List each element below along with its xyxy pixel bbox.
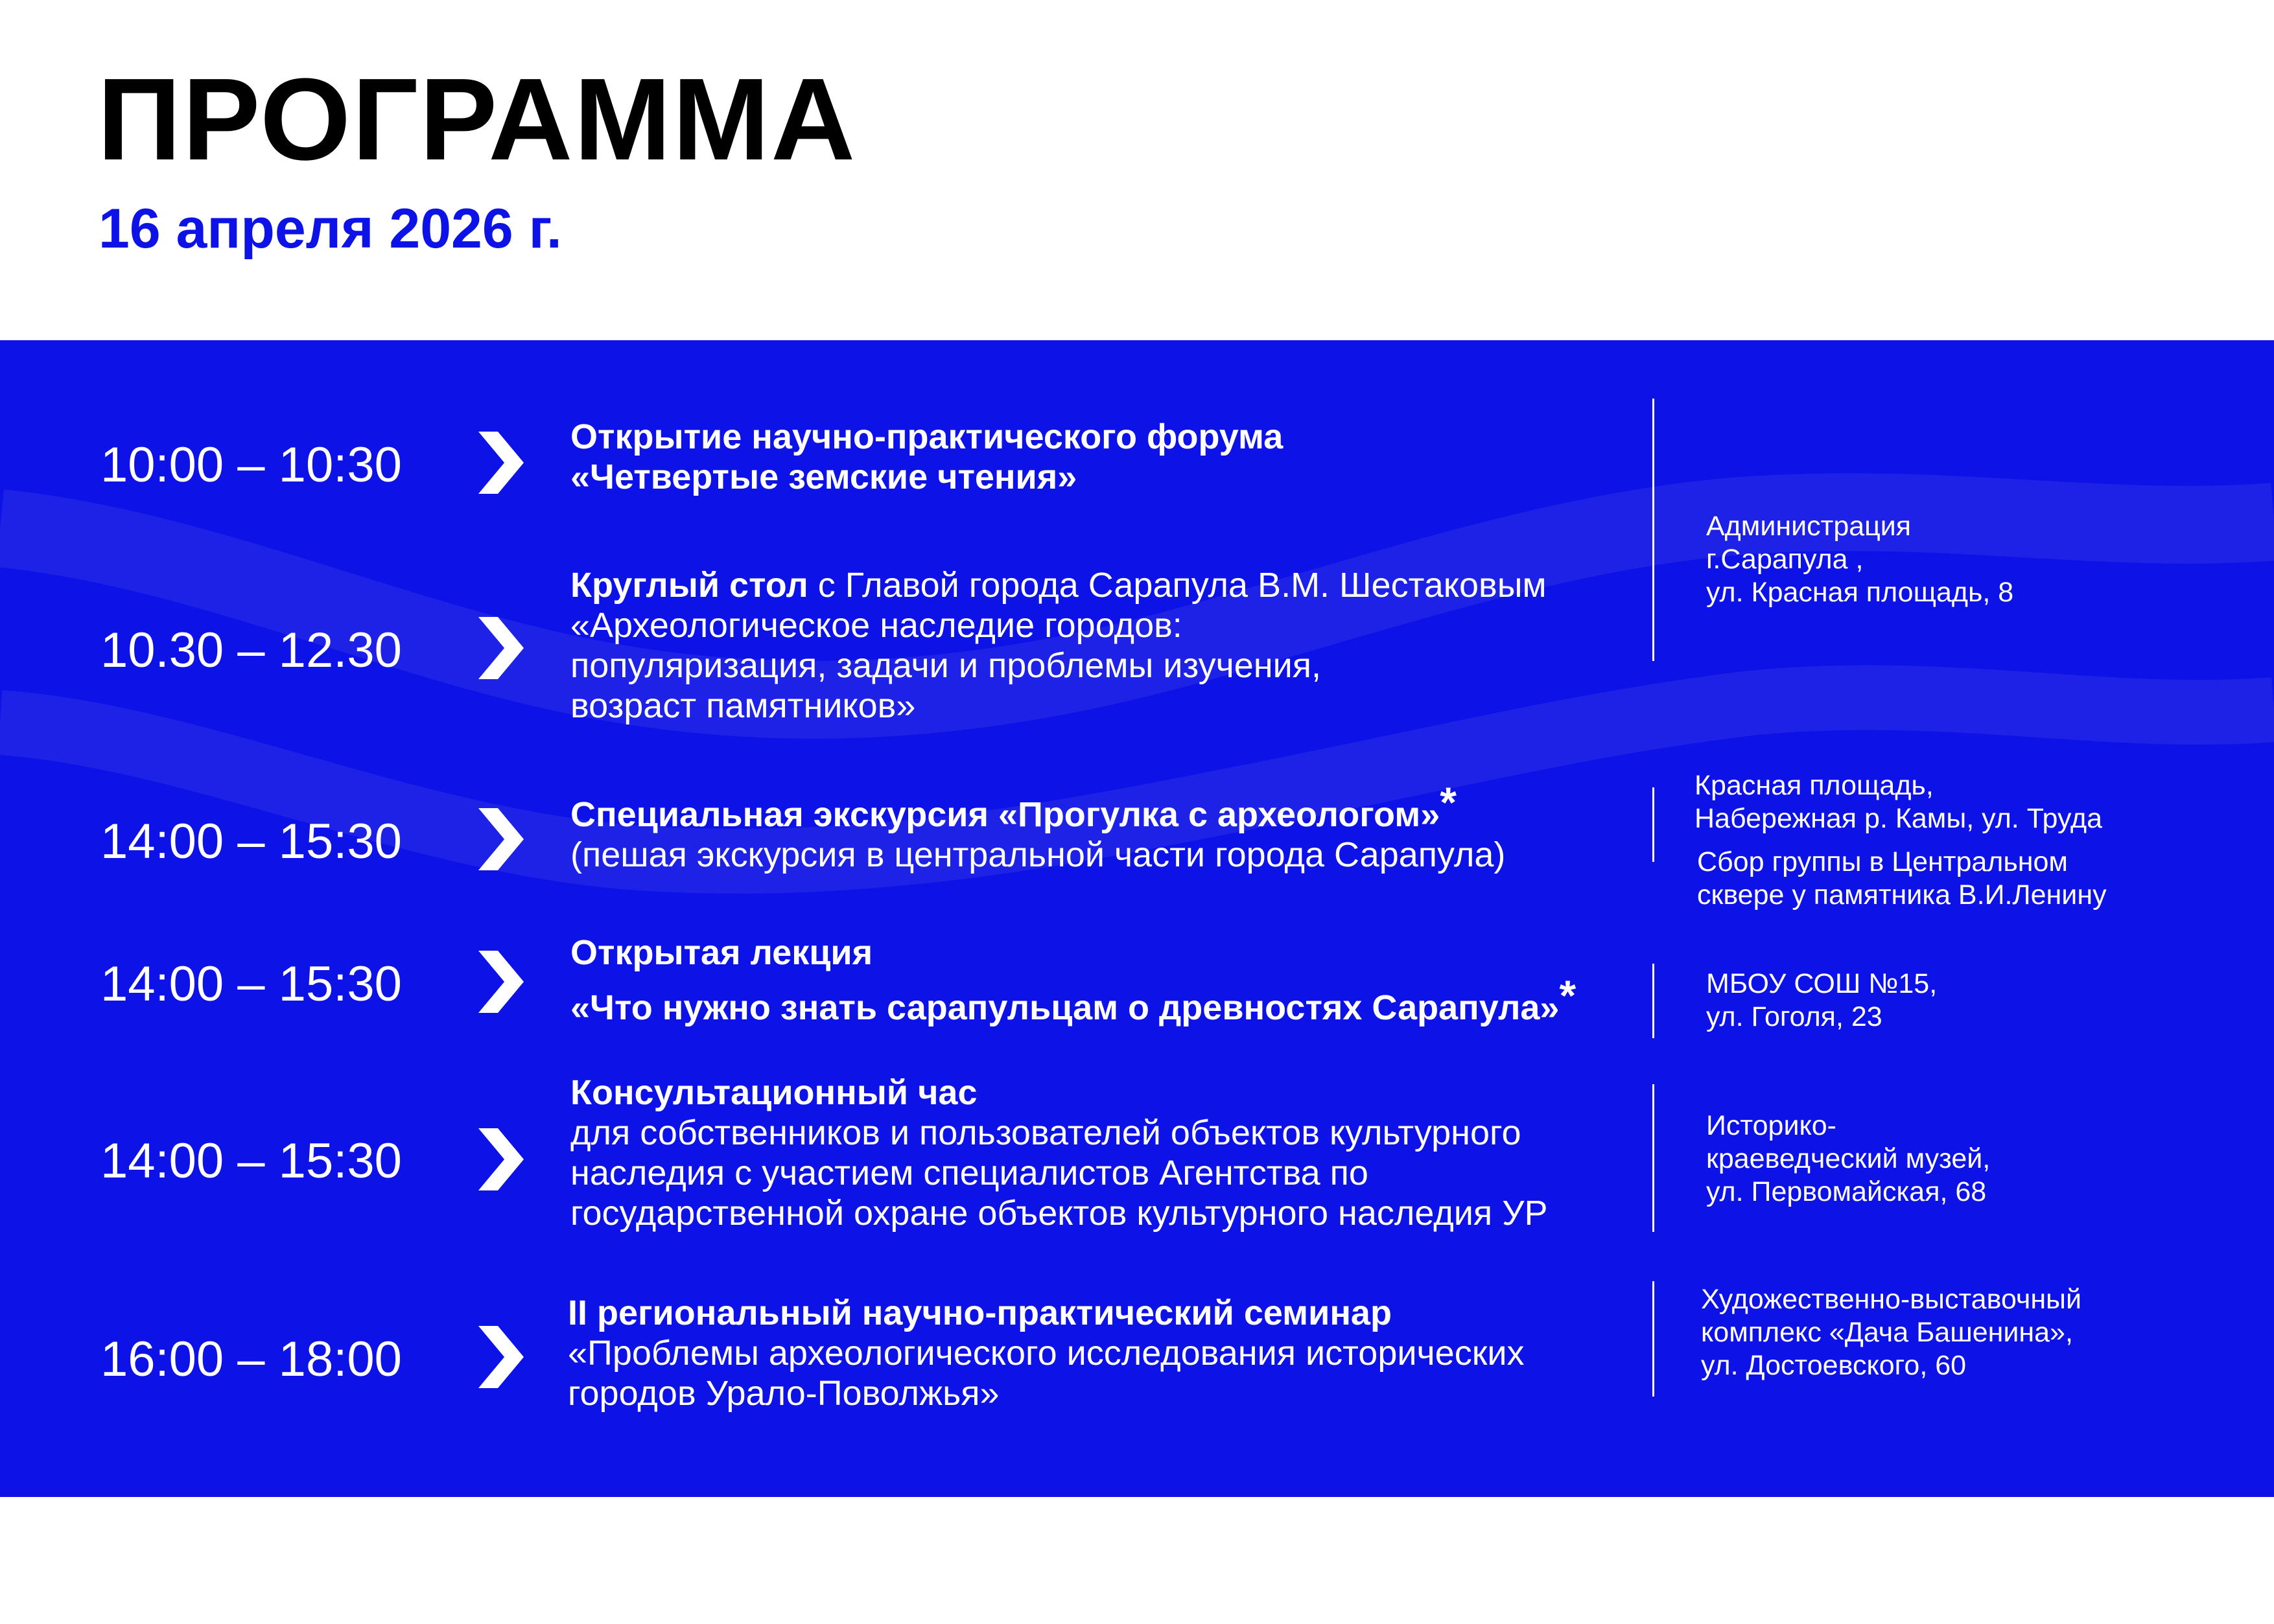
event-date: 16 апреля 2026 г. xyxy=(99,198,562,260)
time-slot-2: 10.30 – 12.30 xyxy=(100,623,402,678)
location-line: ул. Первомайская, 68 xyxy=(1706,1176,1987,1207)
event-2-desc-line: «Археологическое наследие городов: xyxy=(570,606,1182,645)
event-4-title: Открытая лекция xyxy=(570,933,873,972)
event-1-title: Открытие научно-практического форума xyxy=(570,417,1284,456)
location-1 xyxy=(1706,510,2013,609)
event-2-desc-line: популяризация, задачи и проблемы изучения, xyxy=(570,646,1322,685)
location-line: г.Сарапула , xyxy=(1706,544,1864,575)
event-5-desc-line: наследия с участием специалистов Агентства по xyxy=(570,1154,1368,1192)
location-line: ул. Достоевского, 60 xyxy=(1701,1350,1967,1381)
event-5-desc-line: для собственников и пользователей объектов культурного xyxy=(570,1113,1521,1152)
event-4-subtitle: «Что нужно знать сарапульцам о древностях Сарапула»* xyxy=(570,971,1577,1027)
time-slot-4: 14:00 – 15:30 xyxy=(100,957,402,1012)
event-3 xyxy=(570,778,1506,875)
chevron-right-icon xyxy=(478,808,524,870)
schedule-panel xyxy=(0,340,2274,1497)
event-2-title: Круглый стол с Главой города Сарапула В.М. Шестаковым xyxy=(570,566,1547,605)
event-6 xyxy=(568,1293,1524,1413)
chevron-right-icon xyxy=(478,432,524,494)
event-3-title: Специальная экскурсия «Прогулка с археологом»* xyxy=(570,778,1457,834)
location-line: МБОУ СОШ №15, xyxy=(1706,968,1938,999)
time-slot-1: 10:00 – 10:30 xyxy=(100,437,402,493)
event-2 xyxy=(570,565,1547,726)
time-slot-6: 16:00 – 18:00 xyxy=(100,1332,402,1387)
location-line: ул. Гоголя, 23 xyxy=(1706,1001,1882,1032)
location-6 xyxy=(1701,1283,2081,1382)
chevron-right-icon xyxy=(478,951,524,1013)
location-5 xyxy=(1706,1109,1990,1209)
event-5-desc-line: государственной охране объектов культурного наследия УР xyxy=(570,1194,1548,1233)
event-2-desc-line: возраст памятников» xyxy=(570,686,916,725)
event-5 xyxy=(570,1073,1547,1233)
location-line: комплекс «Дача Башенина», xyxy=(1701,1317,2073,1348)
separator-line xyxy=(1652,964,1654,1038)
location-line: Историко- xyxy=(1706,1110,1836,1141)
event-1 xyxy=(570,417,1283,497)
location-2 xyxy=(1694,769,2102,835)
event-4 xyxy=(570,933,1576,1028)
location-line: Красная площадь, xyxy=(1694,770,1934,801)
location-line: Сбор группы в Центральном xyxy=(1697,846,2068,877)
time-slot-5: 14:00 – 15:30 xyxy=(100,1133,402,1189)
separator-line xyxy=(1652,399,1654,661)
location-line: краеведческий музей, xyxy=(1706,1143,1991,1174)
chevron-right-icon xyxy=(478,1128,524,1190)
separator-line xyxy=(1652,1084,1654,1232)
location-4 xyxy=(1706,968,1937,1034)
location-line: Художественно-выставочный xyxy=(1701,1284,2081,1315)
time-slot-3: 14:00 – 15:30 xyxy=(100,814,402,869)
separator-line xyxy=(1652,787,1654,862)
page-title: ПРОГРАММА xyxy=(97,54,857,185)
event-6-desc-line: городов Урало-Поволжья» xyxy=(568,1374,1000,1413)
event-3-desc: (пешая экскурсия в центральной части города Сарапула) xyxy=(570,835,1506,874)
location-3 xyxy=(1697,846,2107,912)
event-5-title: Консультационный час xyxy=(570,1073,978,1112)
event-6-desc-line: «Проблемы археологического исследования исторических xyxy=(568,1334,1525,1373)
chevron-right-icon xyxy=(478,617,524,679)
separator-line xyxy=(1652,1281,1654,1397)
location-line: Набережная р. Камы, ул. Труда xyxy=(1694,803,2103,834)
location-line: ул. Красная площадь, 8 xyxy=(1706,577,2014,608)
chevron-right-icon xyxy=(478,1326,524,1388)
event-6-title: II региональный научно-практический семинар xyxy=(568,1293,1392,1332)
location-line: сквере у памятника В.И.Ленину xyxy=(1697,879,2107,911)
location-line: Администрация xyxy=(1706,511,1912,542)
event-1-subtitle: «Четвертые земские чтения» xyxy=(570,458,1077,496)
